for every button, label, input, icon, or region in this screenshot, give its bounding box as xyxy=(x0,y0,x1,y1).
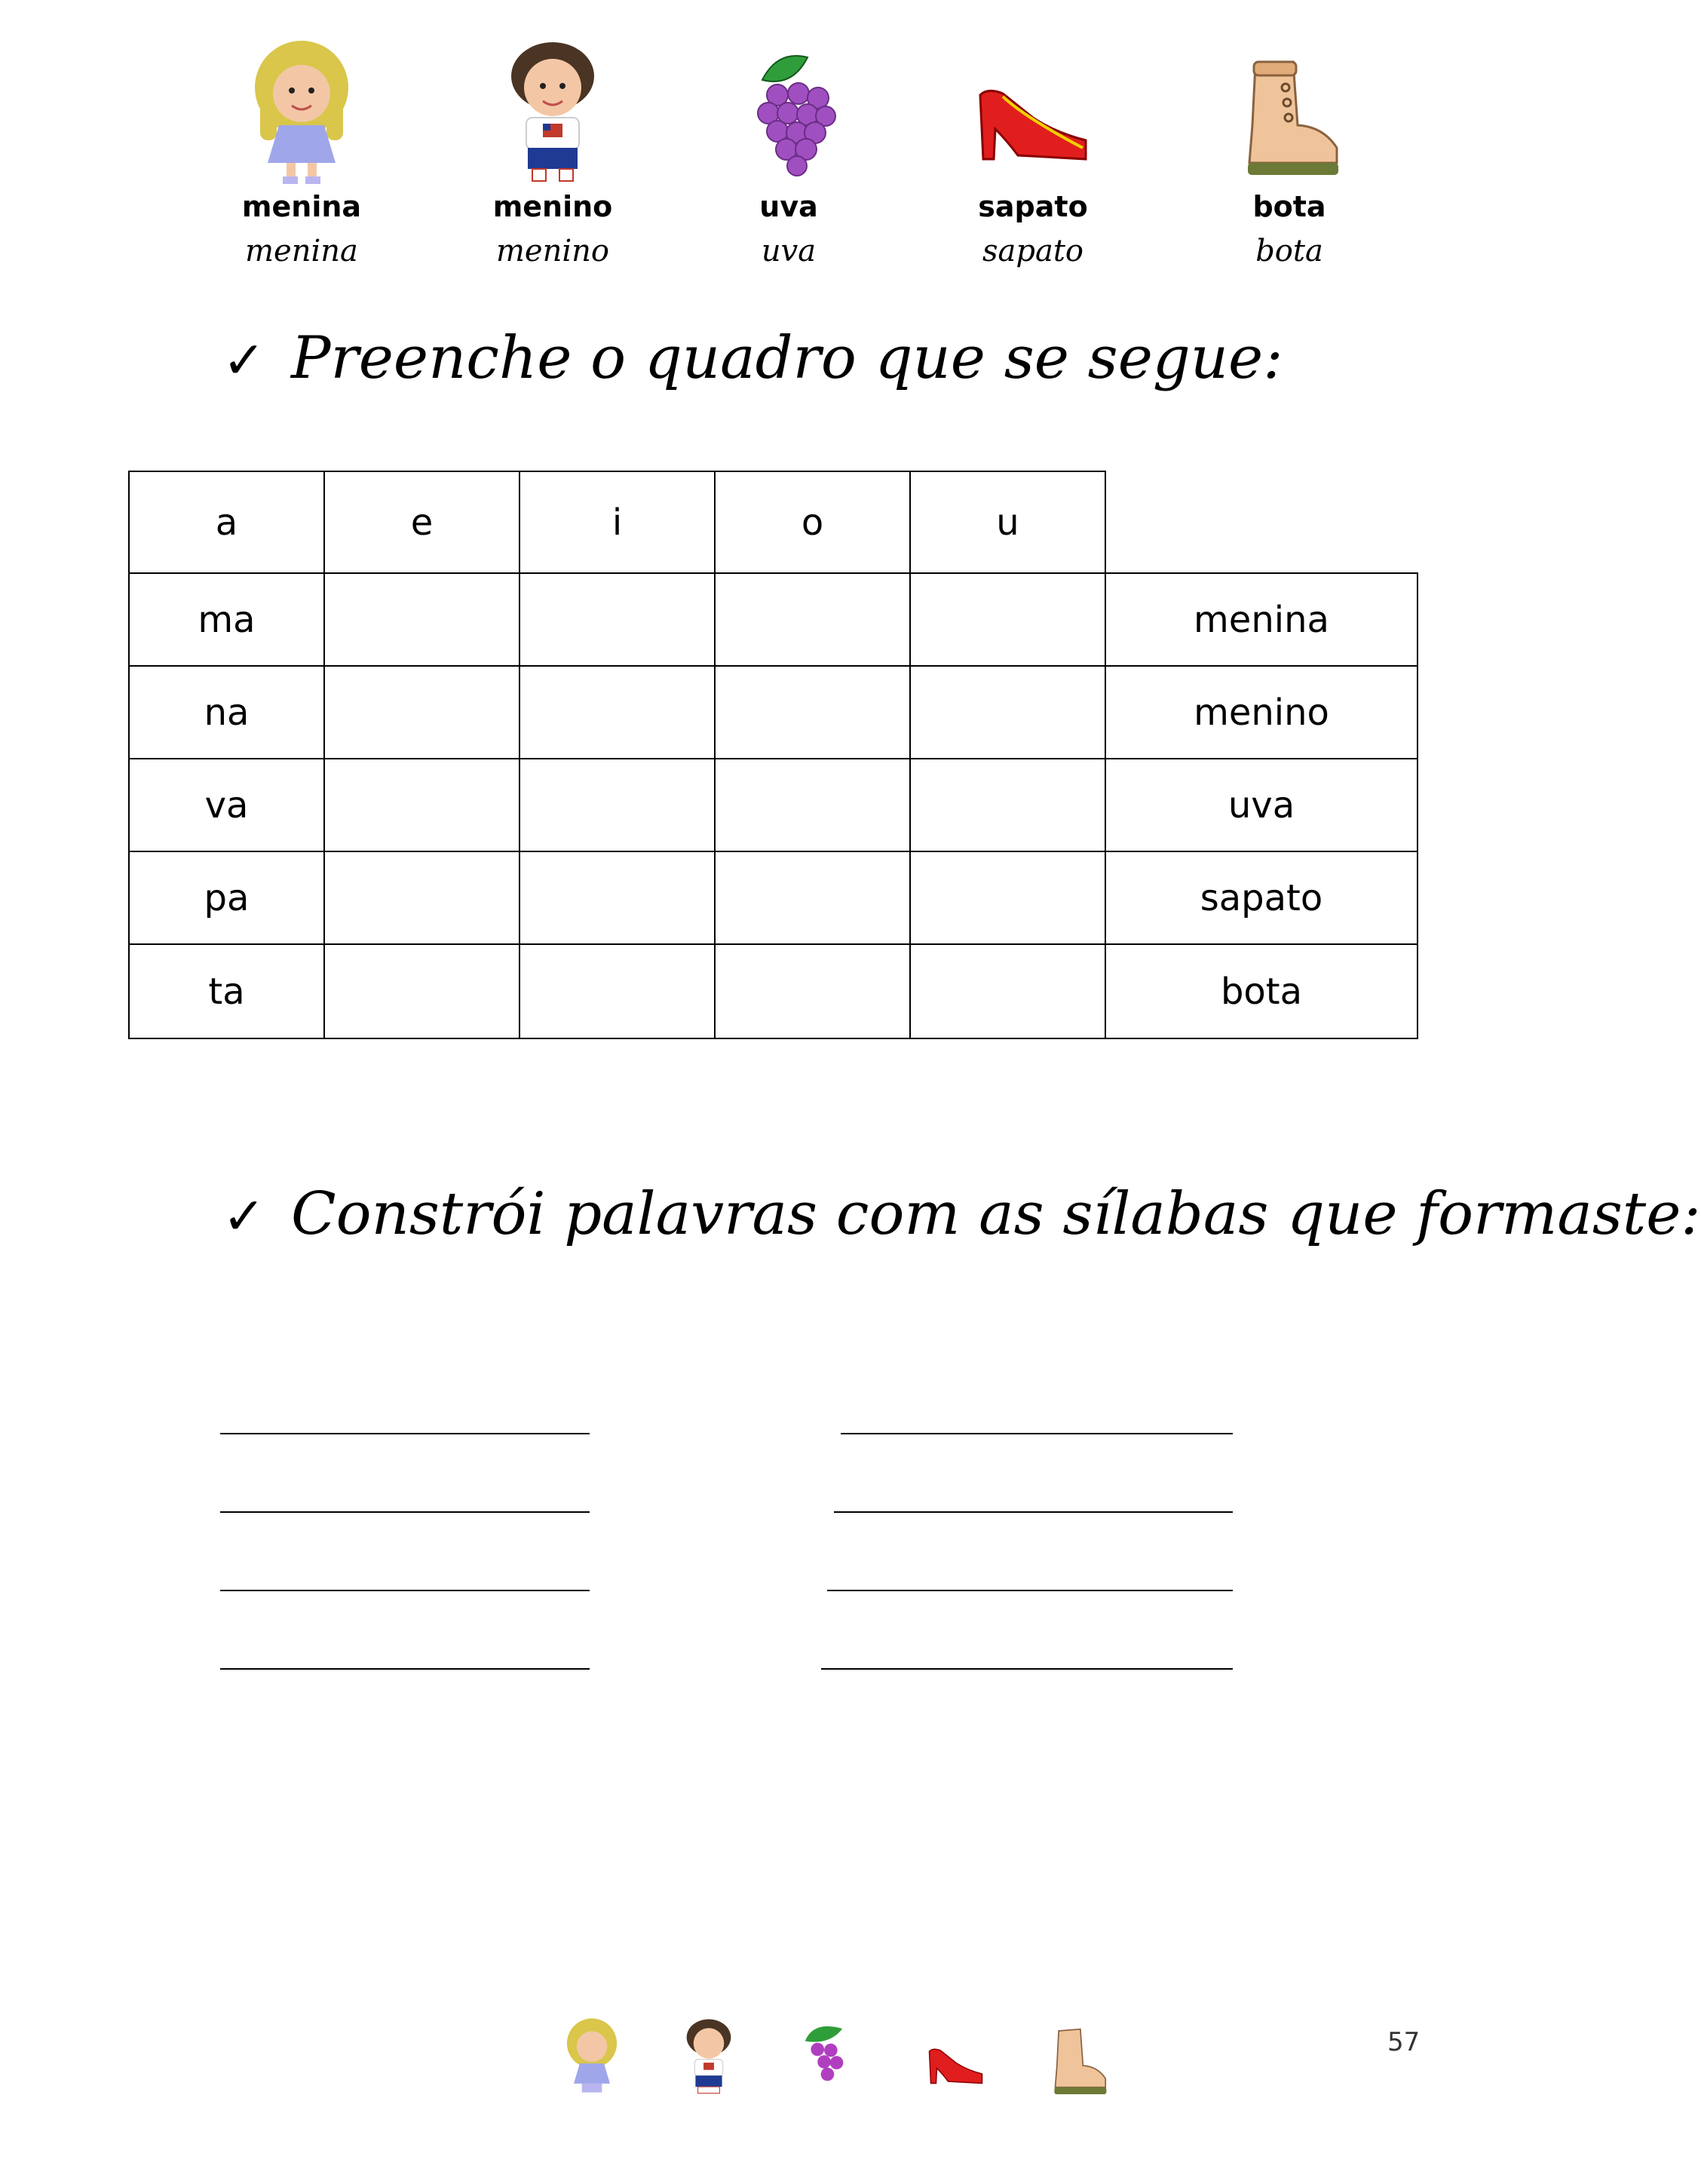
boy-icon xyxy=(679,2012,739,2099)
table-empty-cell[interactable] xyxy=(519,572,716,667)
table-empty-cell[interactable] xyxy=(323,665,520,759)
table-syllable-cell: ta xyxy=(128,943,325,1039)
table-empty-cell[interactable] xyxy=(714,758,911,852)
table-word-cell: menina xyxy=(1105,572,1418,667)
table-word-cell: bota xyxy=(1105,943,1418,1039)
table-empty-cell[interactable] xyxy=(909,758,1106,852)
table-empty-cell[interactable] xyxy=(519,943,716,1039)
girl-icon xyxy=(245,35,358,186)
boot-icon xyxy=(1044,2014,1112,2100)
table-header-cell: a xyxy=(128,471,325,574)
writing-line[interactable] xyxy=(821,1668,1233,1670)
picture-uva xyxy=(691,35,887,268)
picture-menina xyxy=(204,35,400,268)
grapes-icon xyxy=(792,2012,856,2095)
picture-cursive-label: sapato xyxy=(982,234,1083,268)
table-empty-cell[interactable] xyxy=(519,758,716,852)
picture-sapato xyxy=(935,35,1131,268)
table-empty-cell[interactable] xyxy=(909,665,1106,759)
table-empty-cell[interactable] xyxy=(909,851,1106,945)
picture-label: uva xyxy=(759,190,818,223)
writing-line[interactable] xyxy=(827,1590,1233,1591)
writing-line[interactable] xyxy=(220,1511,590,1513)
table-empty-cell[interactable] xyxy=(714,572,911,667)
picture-label: menina xyxy=(241,190,362,223)
picture-label: sapato xyxy=(978,190,1088,223)
table-word-cell: uva xyxy=(1105,758,1418,852)
instruction-build-words xyxy=(222,1180,1701,1248)
table-empty-cell[interactable] xyxy=(714,665,911,759)
writing-line[interactable] xyxy=(220,1668,590,1670)
table-syllable-cell: na xyxy=(128,665,325,759)
instruction-text: Constrói palavras com as sílabas que formaste: xyxy=(290,1180,1701,1248)
page-number: 57 xyxy=(1387,2027,1421,2057)
table-empty-cell[interactable] xyxy=(519,851,716,945)
writing-line[interactable] xyxy=(841,1433,1233,1434)
grapes-icon xyxy=(732,35,845,186)
table-empty-cell[interactable] xyxy=(909,572,1106,667)
writing-line[interactable] xyxy=(220,1590,590,1591)
table-header-cell: i xyxy=(519,471,716,574)
instruction-text: Preenche o quadro que se segue: xyxy=(290,324,1283,392)
girl-icon xyxy=(562,2012,622,2099)
table-syllable-cell: va xyxy=(128,758,325,852)
check-icon: ✓ xyxy=(222,1187,265,1247)
boy-icon xyxy=(496,35,609,186)
picture-label: menino xyxy=(492,190,613,223)
writing-line[interactable] xyxy=(834,1511,1233,1513)
table-empty-cell[interactable] xyxy=(323,943,520,1039)
table-header-cell: e xyxy=(323,471,520,574)
table-empty-cell[interactable] xyxy=(909,943,1106,1039)
table-header-cell: u xyxy=(909,471,1106,574)
instruction-fill-table xyxy=(222,324,1283,392)
writing-line[interactable] xyxy=(220,1433,590,1434)
picture-cursive-label: uva xyxy=(761,234,817,268)
table-header-cell: o xyxy=(714,471,911,574)
table-word-cell: menino xyxy=(1105,665,1418,759)
table-empty-cell[interactable] xyxy=(323,572,520,667)
table-syllable-cell: pa xyxy=(128,851,325,945)
shoe-icon xyxy=(909,2021,1003,2097)
table-word-cell: sapato xyxy=(1105,851,1418,945)
check-icon: ✓ xyxy=(222,331,265,391)
boot-icon xyxy=(1233,35,1346,186)
picture-cursive-label: bota xyxy=(1255,234,1323,268)
shoe-icon xyxy=(973,35,1093,186)
table-empty-cell[interactable] xyxy=(714,851,911,945)
table-empty-cell[interactable] xyxy=(323,851,520,945)
picture-cursive-label: menino xyxy=(496,234,609,268)
table-empty-cell[interactable] xyxy=(519,665,716,759)
table-syllable-cell: ma xyxy=(128,572,325,667)
table-empty-cell[interactable] xyxy=(714,943,911,1039)
table-empty-cell[interactable] xyxy=(323,758,520,852)
picture-label: bota xyxy=(1252,190,1326,223)
picture-cursive-label: menina xyxy=(245,234,358,268)
picture-bota xyxy=(1191,35,1387,268)
picture-menino xyxy=(455,35,651,268)
